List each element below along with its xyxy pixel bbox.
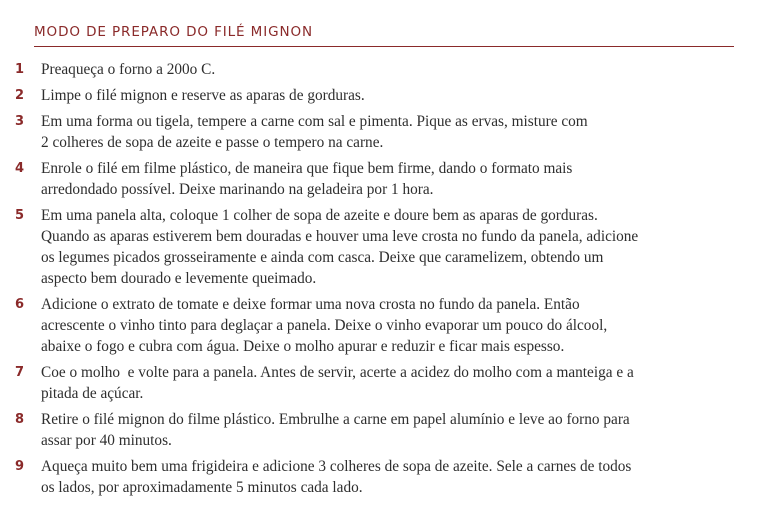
step-text-line: Preaqueça o forno a 200o C. xyxy=(41,61,216,78)
step-item-6 xyxy=(14,294,734,357)
step-item-8 xyxy=(14,409,734,451)
step-text xyxy=(41,205,701,289)
step-item-2 xyxy=(14,85,734,106)
step-text-line: Quando as aparas estiverem bem douradas e houver uma leve crosta no fundo da panela, adicione xyxy=(41,228,639,245)
section-title: MODO DE PREPARO DO FILÉ MIGNON xyxy=(34,24,313,40)
step-item-9 xyxy=(14,456,734,498)
preparation-steps-list xyxy=(14,59,734,498)
step-number: 6 xyxy=(15,297,25,312)
step-number: 3 xyxy=(15,114,25,129)
step-item-7 xyxy=(14,362,734,404)
step-text-line: Enrole o filé em filme plástico, de maneira que fique bem firme, dando o formato mais xyxy=(41,160,573,177)
step-text xyxy=(41,362,701,404)
step-text-line: acrescente o vinho tinto para deglaçar a panela. Deixe o vinho evaporar um pouco do álcool, xyxy=(41,317,608,334)
step-number: 1 xyxy=(15,62,25,77)
step-text xyxy=(41,294,701,357)
step-text-line: os legumes picados grosseiramente e ainda com casca. Deixe que caramelizem, obtendo um xyxy=(41,249,604,266)
title-divider xyxy=(34,46,734,47)
step-text-line: Em uma panela alta, coloque 1 colher de sopa de azeite e doure bem as aparas de gorduras. xyxy=(41,207,598,224)
step-text-line: Adicione o extrato de tomate e deixe formar uma nova crosta no fundo da panela. Então xyxy=(41,296,580,313)
step-text-line: os lados, por aproximadamente 5 minutos cada lado. xyxy=(41,479,363,496)
step-text xyxy=(41,85,701,106)
step-text-line: assar por 40 minutos. xyxy=(41,432,172,449)
step-number: 2 xyxy=(15,88,25,103)
step-text xyxy=(41,409,701,451)
step-item-3 xyxy=(14,111,734,153)
step-number: 8 xyxy=(15,412,25,427)
step-text-line: Coe o molho e volte para a panela. Antes de servir, acerte a acidez do molho com a manteiga e a xyxy=(41,364,634,381)
step-number: 7 xyxy=(15,365,25,380)
step-number: 4 xyxy=(15,161,25,176)
step-text xyxy=(41,158,701,200)
step-text xyxy=(41,59,701,80)
step-text-line: Retire o filé mignon do filme plástico. Embrulhe a carne em papel alumínio e leve ao forno para xyxy=(41,411,630,428)
step-text xyxy=(41,111,701,153)
step-item-5 xyxy=(14,205,734,289)
step-item-4 xyxy=(14,158,734,200)
step-text-line: Limpe o filé mignon e reserve as aparas de gorduras. xyxy=(41,87,365,104)
step-text-line: aspecto bem dourado e levemente queimado. xyxy=(41,270,317,287)
step-text-line: Em uma forma ou tigela, tempere a carne com sal e pimenta. Pique as ervas, misture com xyxy=(41,113,588,130)
step-item-1 xyxy=(14,59,734,80)
step-number: 5 xyxy=(15,208,25,223)
step-number: 9 xyxy=(15,459,25,474)
step-text-line: Aqueça muito bem uma frigideira e adicione 3 colheres de sopa de azeite. Sele a carnes de todos xyxy=(41,458,632,475)
step-text-line: abaixe o fogo e cubra com água. Deixe o molho apurar e reduzir e ficar mais espesso. xyxy=(41,338,565,355)
step-text xyxy=(41,456,701,498)
step-text-line: pitada de açúcar. xyxy=(41,385,144,402)
step-text-line: arredondado possível. Deixe marinando na geladeira por 1 hora. xyxy=(41,181,434,198)
step-text-line: 2 colheres de sopa de azeite e passe o tempero na carne. xyxy=(41,134,384,151)
